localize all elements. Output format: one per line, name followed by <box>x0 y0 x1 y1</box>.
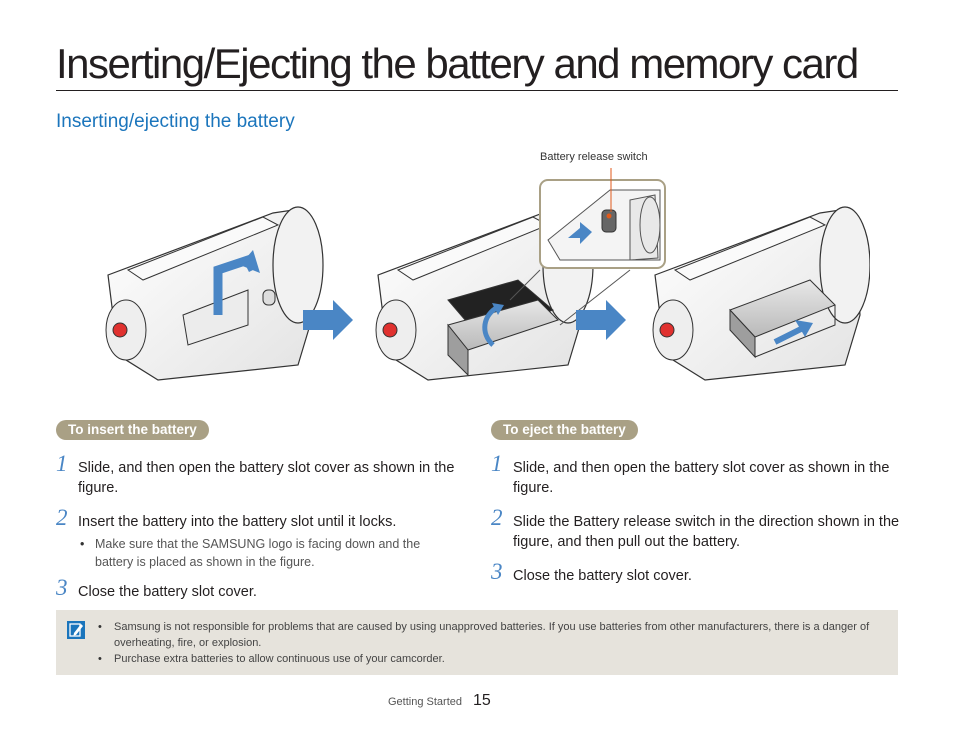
page-title: Inserting/Ejecting the battery and memory card <box>56 40 858 87</box>
insert-battery-heading: To insert the battery <box>56 420 209 440</box>
eject-step-2 <box>491 505 903 552</box>
battery-illustration <box>90 150 870 390</box>
footer-section-label: Getting Started <box>388 696 462 708</box>
step-number: 1 <box>491 451 503 476</box>
step-number: 2 <box>56 505 68 530</box>
step-text: Close the battery slot cover. <box>513 568 692 584</box>
step-text: Slide, and then open the battery slot cover as shown in the figure. <box>513 460 890 496</box>
step-text: Insert the battery into the battery slot until it locks. <box>78 514 397 530</box>
step-text: Close the battery slot cover. <box>78 584 257 600</box>
section-heading: Inserting/ejecting the battery <box>56 111 295 132</box>
note-item: • Purchase extra batteries to allow continuous use of your camcorder. <box>114 651 884 667</box>
insert-step-3 <box>56 575 468 602</box>
insert-step-1 <box>56 451 468 498</box>
eject-step-3 <box>491 559 903 586</box>
step-text: Slide, and then open the battery slot cover as shown in the figure. <box>78 460 455 496</box>
note-item: • Samsung is not responsible for problems that are caused by using unapproved batteries. If you use batteries from other manufacturers, there is a danger of overheating, fire, or explosion. <box>114 619 884 651</box>
battery-release-switch-callout: Battery release switch <box>540 151 648 163</box>
note-pencil-icon <box>66 620 86 640</box>
note-box <box>56 610 898 675</box>
page-number: 15 <box>473 692 491 709</box>
step-number: 2 <box>491 505 503 530</box>
step-number: 1 <box>56 451 68 476</box>
insert-step-2 <box>56 505 468 532</box>
insert-sub-bullet: • Make sure that the SAMSUNG logo is facing down and the battery is placed as shown in the figure. <box>95 535 445 571</box>
eject-battery-heading: To eject the battery <box>491 420 638 440</box>
step-text: Slide the Battery release switch in the direction shown in the figure, and then pull out the battery. <box>513 514 900 550</box>
eject-step-1 <box>491 451 903 498</box>
camcorder-step-3 <box>653 207 870 380</box>
step-number: 3 <box>56 575 68 600</box>
title-divider <box>56 90 898 91</box>
camcorder-step-1 <box>106 207 323 380</box>
step-number: 3 <box>491 559 503 584</box>
